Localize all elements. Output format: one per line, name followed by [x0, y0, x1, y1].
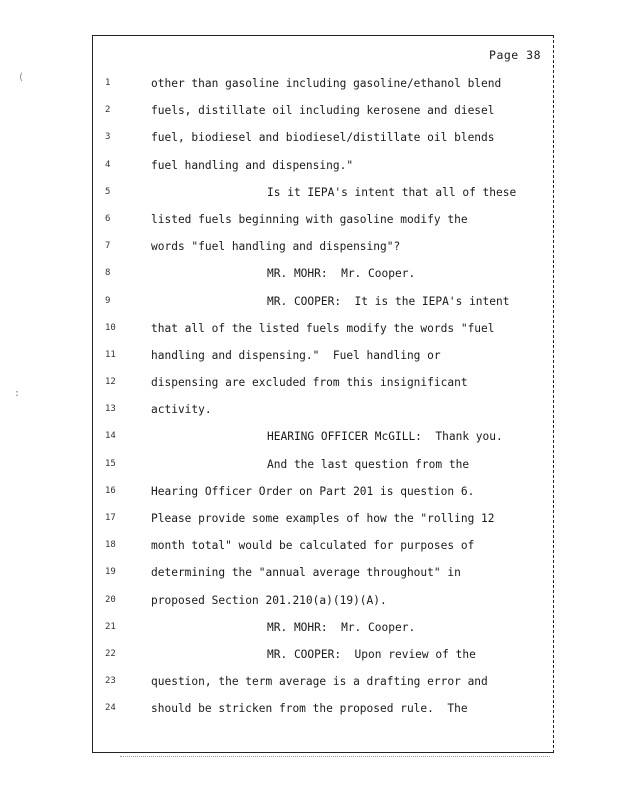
scan-mark: (	[18, 72, 25, 83]
line-text: month total" would be calculated for purposes of	[151, 539, 475, 553]
line-number: 14	[105, 431, 116, 442]
line-number: 10	[105, 322, 116, 333]
transcript-line	[93, 233, 553, 260]
line-number: 1	[105, 78, 111, 88]
line-number: 3	[105, 132, 111, 143]
line-number: 4	[105, 159, 111, 170]
line-number: 8	[105, 268, 111, 279]
transcript-line	[93, 97, 553, 124]
line-text: words "fuel handling and dispensing"?	[151, 240, 401, 254]
scan-mark: :	[14, 388, 21, 399]
line-text: fuel handling and dispensing."	[151, 158, 354, 172]
line-text: activity.	[151, 403, 212, 417]
line-text: MR. COOPER: Upon review of the	[267, 647, 476, 661]
transcript-line	[93, 695, 553, 722]
line-number: 16	[105, 485, 116, 496]
transcript-line	[93, 396, 553, 423]
transcript-page	[92, 35, 554, 753]
transcript-line	[93, 641, 553, 668]
line-text: Hearing Officer Order on Part 201 is question 6.	[151, 484, 475, 498]
line-number: 15	[105, 458, 116, 469]
transcript-line	[93, 179, 553, 206]
line-text: Is it IEPA's intent that all of these	[267, 185, 517, 199]
transcript-line	[93, 124, 553, 151]
page-number: Page 38	[489, 48, 541, 62]
transcript-line	[93, 288, 553, 315]
line-text: proposed Section 201.210(a)(19)(A).	[151, 593, 387, 607]
line-text: MR. MOHR: Mr. Cooper.	[267, 267, 416, 281]
transcript-line	[93, 342, 553, 369]
transcript-line	[93, 206, 553, 233]
line-number: 12	[105, 377, 116, 388]
line-text: MR. COOPER: It is the IEPA's intent	[267, 294, 510, 308]
line-text: other than gasoline including gasoline/ethanol blend	[151, 77, 502, 90]
line-number: 11	[105, 349, 116, 360]
transcript-line	[93, 70, 553, 97]
line-number: 6	[105, 213, 111, 224]
line-text: that all of the listed fuels modify the words "fuel	[151, 321, 495, 335]
line-number: 17	[105, 513, 116, 523]
line-number: 9	[105, 295, 111, 306]
line-number: 13	[105, 404, 116, 415]
transcript-line	[93, 532, 553, 559]
transcript-line	[93, 668, 553, 695]
line-number: 19	[105, 567, 116, 578]
line-text: determining the "annual average throughout" in	[151, 566, 461, 580]
line-text: And the last question from the	[267, 457, 470, 471]
transcript-line	[93, 478, 553, 505]
line-text: fuel, biodiesel and biodiesel/distillate oil blends	[151, 131, 495, 145]
transcript-line	[93, 614, 553, 641]
transcript-line	[93, 423, 553, 450]
line-text: HEARING OFFICER McGILL: Thank you.	[267, 430, 503, 444]
line-text: listed fuels beginning with gasoline modify the	[151, 212, 468, 226]
transcript-line	[93, 315, 553, 342]
line-number: 2	[105, 105, 111, 116]
transcript-line	[93, 505, 553, 532]
transcript-lines	[93, 70, 553, 723]
line-text: MR. MOHR: Mr. Cooper.	[267, 620, 416, 634]
line-number: 22	[105, 648, 116, 659]
transcript-line	[93, 152, 553, 179]
transcript-line	[93, 587, 553, 614]
line-number: 5	[105, 186, 111, 197]
line-text: question, the term average is a drafting error and	[151, 675, 488, 689]
line-number: 24	[105, 703, 116, 714]
line-number: 23	[105, 676, 116, 687]
line-text: Please provide some examples of how the "rolling 12	[151, 512, 495, 525]
line-text: dispensing are excluded from this insignificant	[151, 376, 468, 390]
transcript-line	[93, 559, 553, 586]
line-text: fuels, distillate oil including kerosene and diesel	[151, 104, 495, 118]
line-number: 7	[105, 241, 111, 252]
transcript-line	[93, 260, 553, 287]
line-text: handling and dispensing." Fuel handling or	[151, 348, 441, 362]
line-number: 21	[105, 621, 116, 632]
line-number: 20	[105, 594, 116, 605]
page-edge	[120, 756, 550, 757]
transcript-line	[93, 369, 553, 396]
transcript-line	[93, 451, 553, 478]
line-text: should be stricken from the proposed rule. The	[151, 702, 468, 716]
line-number: 18	[105, 540, 116, 551]
